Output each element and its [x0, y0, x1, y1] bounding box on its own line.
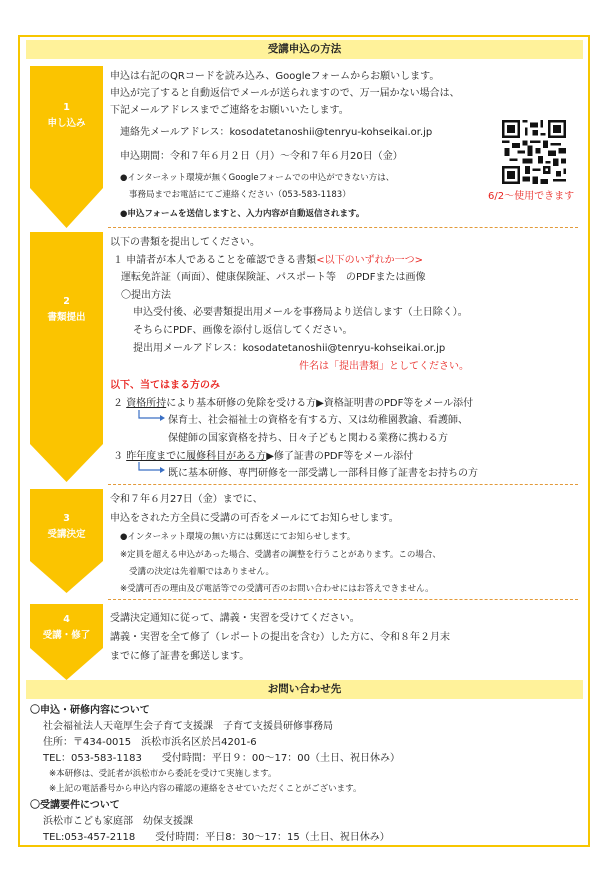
telephone-hours-2: TEL:053-457-2118 受付時間：平日8：30～17：15（土日、祝日休み） [43, 832, 390, 843]
item3-detail: 既に基本研修、専門研修を一部受講し一部科目修了証書をお持ちの方 [168, 468, 478, 479]
step-2-chevron [30, 232, 103, 482]
accepted-documents: 運転免許証（両面）、健康保険証、パスポート等 のPDFまたは画像 [121, 272, 426, 283]
step4-line-1: 受講決定通知に従って、講義・実習を受けてください。 [110, 613, 360, 624]
usable-from-note: 6/2～使用できます [488, 191, 575, 202]
step-number: 4 [63, 614, 70, 625]
step-label: 受講・修了 [42, 630, 91, 641]
step-number: 1 [63, 102, 70, 113]
item2-detail-2: 保健師の国家資格を持ち、日々子どもと関わる業務に携わる方 [168, 433, 448, 444]
item2-line [113, 396, 473, 411]
item1-text: １ 申請者が本人であることを確認できる書類 [113, 255, 317, 266]
divider [108, 484, 578, 485]
item1-line [113, 253, 423, 268]
chevron-shape-icon [30, 232, 103, 482]
contact-note-1: ※本研修は、受託者が浜松市から委託を受けて実施します。 [49, 769, 277, 779]
step4-line-2: 講義・実習を全て修了（レポートの提出を含む）した方に、令和８年２月末 [110, 632, 450, 643]
step3-note-3: 受講の決定は先着順ではありません。 [129, 567, 275, 577]
step1-note-3: ●申込フォームを送信しますと、入力内容が自動返信されます。 [120, 209, 365, 219]
divider [108, 599, 578, 600]
contact-section-1-title: 〇申込・研修内容について [30, 705, 150, 716]
arrow-right-icon [138, 462, 166, 474]
address: 住所：〒434-0015 浜松市浜名区於呂4201-6 [43, 737, 257, 748]
step-label: 申し込み [47, 118, 86, 129]
submission-email: 提出用メールアドレス：kosodatetanoshii@tenryu-kohseikai.or.jp [133, 343, 446, 354]
step1-note-2: 事務局までお電話にてご連絡ください（053-583-1183） [129, 190, 351, 200]
arrow-right-icon [138, 410, 166, 422]
item1-choice-note: <以下のいずれか一つ> [316, 255, 423, 266]
item3-number: ３ [113, 451, 123, 462]
department-name: 浜松市こども家庭部 幼保支援課 [43, 816, 193, 827]
step1-intro-3: 下記メールアドレスまでご連絡をお願いいたします。 [110, 105, 349, 116]
step1-intro-1: 申込は右記のQRコードを読み込み、Googleフォームからお願いします。 [110, 71, 440, 82]
contact-title: お問い合わせ先 [267, 683, 342, 695]
contact-email-line: 連絡先メールアドレス：kosodatetanoshii@tenryu-kohseikai.or.jp [120, 127, 433, 138]
subject-note: 件名は「提出書類」としてください。 [299, 361, 469, 372]
step-label: 受講決定 [47, 529, 86, 540]
contact-title-bar [26, 680, 583, 699]
step3-line-2: 申込をされた方全員に受講の可否をメールにてお知らせします。 [110, 513, 399, 524]
step2-intro: 以下の書類を提出してください。 [110, 237, 260, 248]
applicable-heading: 以下、当てはまる方のみ [110, 380, 220, 391]
step-3-chevron [30, 489, 103, 593]
section-title-bar [26, 40, 583, 59]
step3-note-2: ※定員を超える申込があった場合、受講者の調整を行うことがあります。この場合、 [120, 550, 441, 560]
divider [108, 227, 578, 228]
item2-text: により基本研修の免除を受ける方▶資格証明書のPDF等をメール添付 [166, 398, 474, 409]
organization-name: 社会福祉法人天竜厚生会子育て支援課 子育て支援員研修事務局 [43, 721, 333, 732]
step-label: 書類提出 [47, 312, 86, 323]
step1-intro-2: 申込が完了すると自動返信でメールが送られますので、万一届かない場合は、 [110, 88, 460, 99]
method-2: そちらにPDF、画像を添付し返信してください。 [133, 325, 353, 336]
item2-detail-1: 保育士、社会福祉士の資格を有する方、又は幼稚園教諭、看護師、 [168, 415, 468, 426]
item2-number: ２ [113, 398, 123, 409]
step-4-chevron [30, 604, 103, 680]
item2-keyword: 資格所持 [126, 398, 167, 409]
step3-note-1: ●インターネット環境の無い方には郵送にてお知らせします。 [120, 532, 356, 542]
step4-line-3: までに修了証書を郵送します。 [110, 651, 250, 662]
item3-keyword: 昨年度までに履修科目がある方 [126, 451, 267, 462]
method-1: 申込受付後、必要書類提出用メールを事務局より送信します（土日除く）。 [133, 307, 468, 318]
step-number: 2 [63, 296, 70, 307]
contact-section-2-title: 〇受講要件について [30, 800, 120, 811]
step1-note-1: ●インターネット環境が無くGoogleフォームでの申込ができない方は、 [120, 173, 395, 183]
page-title: 受講申込の方法 [267, 43, 342, 55]
step3-note-4: ※受講可否の理由及び電話等での受講可否のお問い合わせにはお答えできません。 [120, 584, 434, 594]
step3-line-1: 令和７年６月27日（金）までに、 [110, 494, 263, 505]
contact-note-2: ※上記の電話番号から申込内容の確認の連絡をさせていただくことがございます。 [49, 784, 362, 794]
qr-code-icon[interactable] [502, 120, 566, 184]
chevron-shape-icon [30, 66, 103, 228]
item3-text: ▶修了証書のPDF等をメール添付 [266, 451, 414, 462]
telephone-hours: TEL：053-583-1183 受付時間：平日９：00～17：00（土日、祝日休み） [43, 753, 401, 764]
step-number: 3 [63, 513, 70, 524]
application-period: 申込期間：令和７年６月２日（月）～令和７年６月20日（金） [120, 151, 403, 162]
step-1-chevron [30, 66, 103, 228]
method-title: 〇提出方法 [121, 290, 171, 301]
